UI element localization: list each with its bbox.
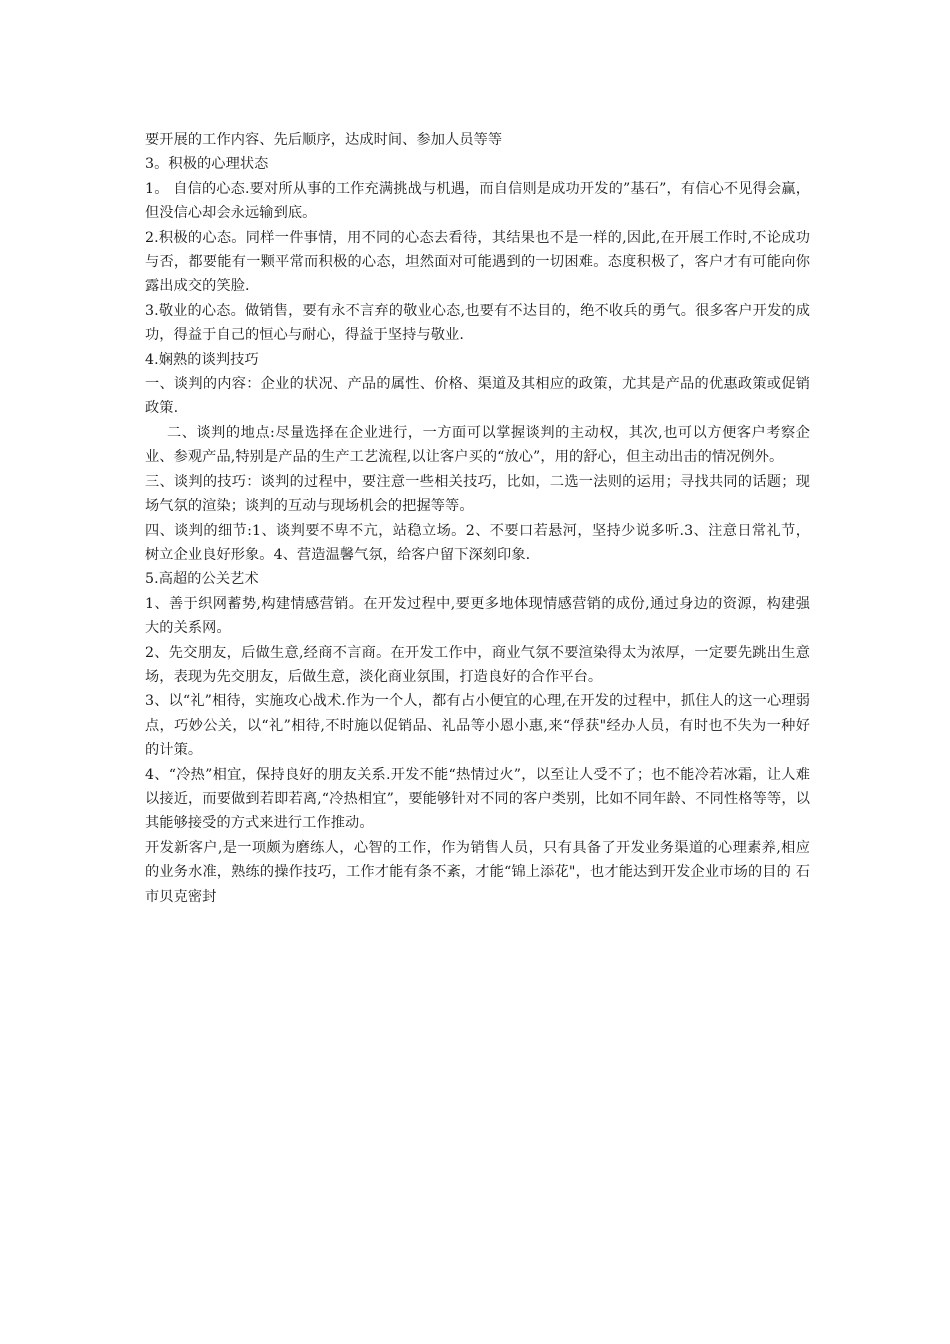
heading-positive-mindset: 3。积极的心理状态 — [145, 156, 269, 173]
paragraph-pr-balance: 4、“冷热”相宜，保持良好的朋友关系.开发不能“热情过火”，以至让人受不了；也不能冷若冰霜，让人难以接近，而要做到若即若离,“冷热相宜”，要能够针对不同的客户类别，比如不同年龄、不同性格等等，以其能够接受的方式来进行工作推动。 — [145, 766, 810, 832]
paragraph-pr-network: 1、善于织网蓄势,构建情感营销。在开发过程中,要更多地体现情感营销的成份,通过身边的资源，构建强大的关系网。 — [145, 595, 810, 637]
paragraph-negotiation-location: 二、谈判的地点:尽量选择在企业进行，一方面可以掌握谈判的主动权，其次,也可以方便客户考察企业、参观产品,特别是产品的生产工艺流程,以让客户买的“放心”，用的舒心，但主动出击的情况例外。 — [145, 424, 810, 466]
document-body — [145, 128, 810, 909]
heading-negotiation-skills: 4.娴熟的谈判技巧 — [145, 351, 259, 368]
paragraph-negotiation-content: 一、谈判的内容：企业的状况、产品的属性、价格、渠道及其相应的政策，尤其是产品的优惠政策或促销政策. — [145, 376, 810, 417]
paragraph-confidence: 1。 自信的心态.要对所从事的工作充满挑战与机遇，而自信则是成功开发的”基石”，有信心不见得会赢，但没信心却会永远输到底。 — [145, 180, 810, 222]
paragraph-positive-attitude: 2.积极的心态。同样一件事情，用不同的心态去看待，其结果也不是一样的,因此,在开展工作时,不论成功与否，都要能有一颗平常而积极的心态，坦然面对可能遇到的一切困难。态度积极了，客户才有可能向你露出成交的笑脸. — [145, 229, 810, 295]
paragraph-pr-friends-first: 2、先交朋友，后做生意,经商不言商。在开发工作中，商业气氛不要渲染得太为浓厚，一定要先跳出生意场，表现为先交朋友，后做生意，淡化商业氛围，打造良好的合作平台。 — [145, 644, 810, 685]
heading-pr-art: 5.高超的公关艺术 — [145, 571, 259, 588]
paragraph-conclusion: 开发新客户,是一项颇为磨练人，心智的工作，作为销售人员，只有具备了开发业务渠道的心理素养,相应的业务水准，熟练的操作技巧，工作才能有条不紊，才能“锦上添花"，也才能达到开发企业市场的目的 石市贝克密封 — [145, 839, 810, 905]
paragraph-dedication: 3.敬业的心态。做销售，要有永不言弃的敬业心态,也要有不达目的，绝不收兵的勇气。很多客户开发的成功，得益于自己的恒心与耐心，得益于坚持与敬业. — [145, 302, 810, 344]
paragraph-negotiation-details: 四、谈判的细节:1、谈判要不卑不亢，站稳立场。2、不要口若悬河，坚持少说多听.3、注意日常礼节，树立企业良好形象。4、营造温馨气氛，给客户留下深刻印象. — [145, 522, 810, 563]
paragraph-intro-line: 要开展的工作内容、先后顺序，达成时间、参加人员等等 — [145, 132, 503, 148]
paragraph-pr-courtesy: 3、以“礼”相待，实施攻心战术.作为一个人，都有占小便宜的心理,在开发的过程中，抓住人的这一心理弱点，巧妙公关，以“礼”相待,不时施以促销品、礼品等小恩小惠,来“俘获"经办人员，有时也不失为一种好的计策。 — [145, 693, 810, 759]
paragraph-negotiation-techniques: 三、谈判的技巧：谈判的过程中，要注意一些相关技巧，比如，二选一法则的运用；寻找共同的话题；现场气氛的渲染；谈判的互动与现场机会的把握等等。 — [145, 473, 810, 515]
